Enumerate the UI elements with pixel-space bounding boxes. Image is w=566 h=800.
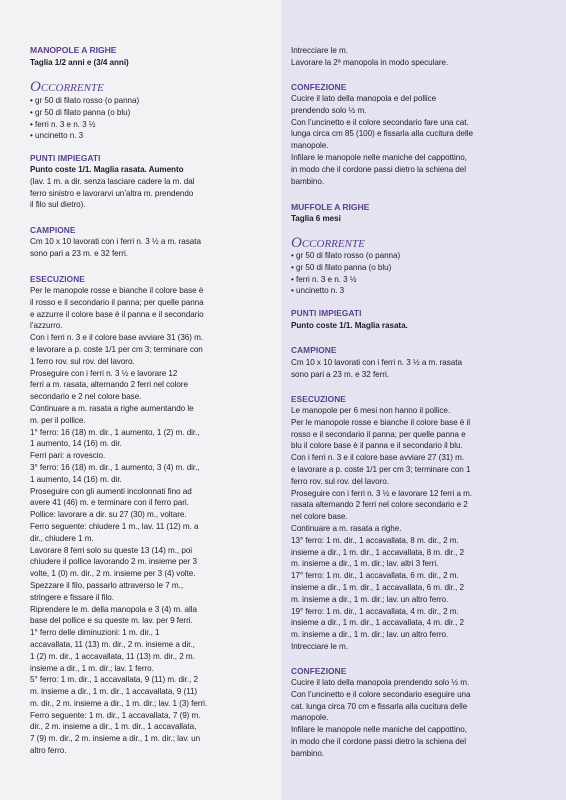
text-line: ferro rov. sul rov. del lavoro. (291, 476, 389, 486)
intro-text (291, 45, 448, 69)
text-line: rasata alternando 2 ferri nel colore secondario e 2 (291, 500, 468, 510)
text-line: Spezzare il filo, passarlo attraverso le 7 m., (30, 580, 184, 590)
text-line: m. dir., 2 m. insieme a dir., 1 m. dir.; lav. 1 (3) ferri. (30, 698, 208, 708)
text-line: Pollice: lavorare a dir. su 27 (30) m., voltare. (30, 510, 187, 520)
text-line: Proseguire con gli aumenti incolonnati fino ad (30, 486, 192, 496)
campione-heading: CAMPIONE (30, 225, 76, 235)
text-line: Con i ferri n. 3 e il colore base avviare 31 (36) m. (30, 333, 204, 343)
occorrente-heading: Occorrente (291, 235, 365, 251)
text-line: Con l’uncinetto e il colore secondario fare una cat. (291, 117, 469, 127)
text-line: Per le manopole rosse e bianche il colore base è il (291, 417, 471, 427)
material-item: • uncinetto n. 3 (291, 285, 400, 297)
campione-text (291, 357, 462, 381)
material-item: • uncinetto n. 3 (30, 130, 139, 142)
text-line: cat. lunga circa 70 cm e fissarla alla cucitura delle (291, 701, 468, 711)
text-line: lunga circa cm 85 (100) e fissarla alla cucitura delle (291, 129, 474, 139)
punti-text (291, 320, 408, 332)
esecuzione-heading: ESECUZIONE (291, 394, 346, 404)
esecuzione-text (291, 405, 472, 653)
text-line: il filo sul dietro). (30, 200, 86, 210)
text-line: in modo che il cordone passi dietro la schiena del (291, 164, 467, 174)
esecuzione-heading: ESECUZIONE (30, 274, 85, 284)
text-line: Cm 10 x 10 lavorati con i ferri n. 3 ½ a m. rasata (30, 237, 201, 246)
text-line: 1 aumento, 14 (16) m. dir. (30, 474, 122, 484)
text-line: secondario e 2 nel colore base. (30, 392, 142, 402)
text-line: stringere e fissare il filo. (30, 592, 114, 602)
text-line: 1 aumento, 14 (16) m. dir. (30, 439, 122, 449)
pattern-title: MANOPOLE A RIGHE (30, 45, 117, 55)
text-line: Intrecciare le m. (291, 641, 348, 651)
text-line: Infilare le manopole nelle maniche del cappottino, (291, 725, 467, 735)
material-item: • gr 50 di filato panna (o blu) (291, 262, 400, 274)
text-line: Con i ferri n. 3 e il colore base avviare 27 (31) m. (291, 453, 465, 463)
text-line: e lavorare a p. coste 1/1 per cm 3; terminare con 1 (291, 464, 471, 474)
occorrente-heading: Occorrente (30, 79, 104, 95)
text-line: volte, 1 (0) m. dir., 2 m. insieme per 3 (4) volte. (30, 569, 196, 579)
punti-heading: PUNTI IMPIEGATI (291, 308, 362, 318)
text-line: blu il colore base è il panna e il secondario il blu. (291, 441, 463, 451)
pattern-size: Taglia 6 mesi (291, 214, 341, 223)
text-line: rosso e il secondario il panna; per quelle panna e (291, 429, 466, 439)
text-line: sono pari a 23 m. e 32 ferri. (30, 248, 128, 258)
text-line: 1° ferro: 16 (18) m. dir., 1 aumento, 1 (2) m. dir., (30, 427, 200, 437)
text-line: 1° ferro delle diminuzioni: 1 m. dir., 1 (30, 628, 160, 638)
confezione-text (291, 93, 473, 187)
text-line: base del pollice e su queste m. lav. per 9 ferri. (30, 616, 193, 626)
text-line: 17° ferro: 1 m. dir., 1 accavallata, 6 m. dir., 2 m. (291, 571, 459, 581)
text-line: sono pari a 23 m. e 32 ferri. (291, 369, 389, 379)
text-line: Ferri pari: a rovescio. (30, 451, 106, 461)
text-line: m. insieme a dir., 1 m. dir.; lav. un altro ferro. (291, 594, 449, 604)
material-item: • gr 50 di filato rosso (o panna) (30, 95, 139, 107)
pattern-title: MUFFOLE A RIGHE (291, 202, 370, 212)
text-line: m. insieme a dir., 1 m. dir., 1 accavallata, 9 (11) (30, 687, 198, 697)
pattern-size: Taglia 1/2 anni e (3/4 anni) (30, 58, 129, 67)
text-line: Riprendere le m. della manopola e 3 (4) m. alla (30, 604, 198, 614)
text-line: chiudere il pollice lavorando 2 m. insieme per 3 (30, 557, 197, 567)
text-line: Ferro seguente: chiudere 1 m., lav. 11 (12) m. a (30, 521, 199, 531)
text-line: dir., 2 m. insieme a dir., 1 m. dir., 1 accavallata, (30, 722, 197, 732)
material-item: • ferri n. 3 e n. 3 ½ (291, 274, 400, 286)
text-line: insieme a dir., 1 m. dir., 1 accavallata, 6 m. dir., 2 (291, 582, 464, 592)
text-line: insieme a dir., 1 m. dir., 1 accavallata, 8 m. dir., 2 (291, 547, 464, 557)
text-line: (lav. 1 m. a dir. senza lasciare cadere la m. dal (30, 176, 195, 186)
text-line: Lavorare la 2ª manopola in modo speculare. (291, 57, 449, 67)
campione-text (30, 236, 201, 260)
campione-heading: CAMPIONE (291, 345, 337, 355)
text-line: insieme a dir., 1 m. dir., 1 accavallata, 4 m. dir., 2 (291, 618, 464, 628)
text-line: Ferro seguente: 1 m. dir., 1 accavallata, 7 (9) m. (30, 710, 201, 720)
text-line: accavallata, 11 (13) m. dir., 2 m. insieme a dir., (30, 639, 195, 649)
materials-list (291, 250, 400, 297)
text-line: ferri a m. rasata, alternando 2 ferri nel colore (30, 380, 188, 390)
materials-list (30, 95, 139, 142)
confezione-text (291, 677, 470, 760)
material-item: • ferri n. 3 e n. 3 ½ (30, 119, 139, 131)
text-line: Continuare a m. rasata a righe. (291, 523, 402, 533)
text-line: Proseguire con i ferri n. 3 ½ e lavorare 12 ferri a m. (291, 488, 473, 498)
confezione-heading: CONFEZIONE (291, 666, 347, 676)
text-line: m. per il pollice. (30, 415, 86, 425)
text-line: bambino. (291, 748, 325, 758)
text-line: l’azzurro. (30, 321, 63, 331)
text-line: in modo che il cordone passi dietro la schiena del (291, 736, 467, 746)
text-line: Proseguire con i ferri n. 3 ½ e lavorare 12 (30, 368, 178, 378)
text-line: prendendo solo ½ m. (291, 105, 367, 115)
text-line: Intrecciare le m. (291, 46, 348, 55)
text-line: manopole. (291, 713, 329, 723)
text-line: Cm 10 x 10 lavorati con i ferri n. 3 ½ a m. rasata (291, 358, 462, 367)
text-line: insieme a dir., 1 m. dir.; lav. 1 ferro. (30, 663, 154, 673)
text-line: avere 41 (46) m. e terminare con il ferro pari. (30, 498, 189, 508)
text-line: Continuare a m. rasata a righe aumentando le (30, 403, 194, 413)
text-line: Punto coste 1/1. Maglia rasata. Aumento (30, 165, 184, 174)
text-line: 1 (2) m. dir., 1 accavallata, 11 (13) m. dir., 2 m. (30, 651, 195, 661)
text-line: manopole. (291, 141, 329, 151)
text-line: 19° ferro: 1 m. dir., 1 accavallata, 4 m. dir., 2 m. (291, 606, 459, 616)
text-line: 1 ferro rov. sul rov. del lavoro. (30, 356, 135, 366)
text-line: 13° ferro: 1 m. dir., 1 accavallata, 8 m. dir., 2 m. (291, 535, 459, 545)
text-line: m. insieme a dir., 1 m. dir.; lav. altri 3 ferri. (291, 559, 439, 569)
text-line: Cucire il lato della manopola e del pollice (291, 94, 437, 103)
text-line: Per le manopole rosse e bianche il colore base è (30, 286, 204, 295)
text-line: Lavorare 8 ferri solo su queste 13 (14) m., poi (30, 545, 193, 555)
text-line: m. insieme a dir., 1 m. dir.; lav. un altro ferro. (291, 630, 449, 640)
material-item: • gr 50 di filato panna (o blu) (30, 107, 139, 119)
text-line: il rosso e il secondario il panna; per quelle panna (30, 297, 204, 307)
text-line: bambino. (291, 176, 325, 186)
text-line: altro ferro. (30, 746, 67, 756)
punti-text (30, 164, 194, 211)
text-line: Infilare le manopole nelle maniche del cappottino, (291, 152, 467, 162)
text-line: 3° ferro: 16 (18) m. dir., 1 aumento, 3 (4) m. dir., (30, 462, 200, 472)
text-line: Cucire il lato della manopola prendendo solo ½ m. (291, 678, 470, 687)
text-line: 7 (9) m. dir., 2 m. insieme a dir., 1 m. dir.; lav. un (30, 734, 201, 744)
punti-heading: PUNTI IMPIEGATI (30, 153, 101, 163)
text-line: e azzurre il colore base è il panna e il secondario (30, 309, 204, 319)
text-line: Con l’uncinetto e il colore secondario eseguire una (291, 689, 471, 699)
material-item: • gr 50 di filato rosso (o panna) (291, 250, 400, 262)
text-line: Le manopole per 6 mesi non hanno il pollice. (291, 406, 451, 415)
text-line: 5° ferro: 1 m. dir., 1 accavallata, 9 (11) m. dir., 2 (30, 675, 198, 685)
esecuzione-text (30, 285, 207, 757)
text-line: dir., chiudere 1 m. (30, 533, 94, 543)
text-line: ferro sinistro e lavorarvi un’altra m. prendendo (30, 188, 194, 198)
text-line: Punto coste 1/1. Maglia rasata. (291, 321, 408, 330)
text-line: e lavorare a p. coste 1/1 per cm 3; terminare con (30, 344, 203, 354)
confezione-heading: CONFEZIONE (291, 82, 347, 92)
text-line: nel colore base. (291, 512, 348, 522)
